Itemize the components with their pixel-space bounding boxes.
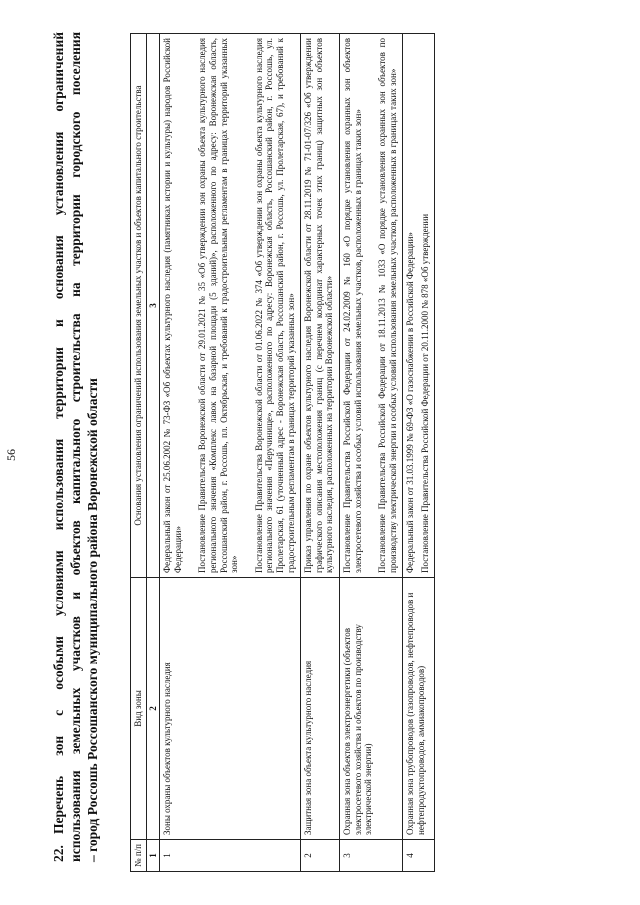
heading-line-1 <box>50 32 67 862</box>
header-zone: Вид зоны <box>131 578 147 840</box>
basis-document: Постановление Правительства Воронежской области от 29.01.2021 № 35 «Об утверждении зон охраны объекта культурного наследия регионального значения «Комплекс лавок на базарной площади (5 зданий)», расположенного по адресу: Воронежская область, Россошанский район, г. Россошь, пл. Октябрьская, и требований к градостроительным регламентам в границах территорий указанных зон» <box>197 38 240 573</box>
basis-document: Приказ управления по охране объектов культурного наследия Воронежской области от 28.11.2019 № 71-01-07/326 «Об утверждении графического описания местоположения границ (с перечнем координат характерных точек этих границ) защитных зон объектов культурного наследия, расположенных на территории Воронежской области» <box>303 38 335 573</box>
table-header-row <box>131 34 147 872</box>
basis-document: Постановление Правительства Российской Федерации от 24.02.2009 № 160 «О порядке установления охранных зон объектов электросетевого хозяйства и особых условий использования земельных участков, расположенных в границах таких зон» <box>341 38 363 573</box>
zone-type: Охранная зона трубопроводов (газопроводов, нефтепроводов и нефтепродуктопроводов, аммиакопроводов) <box>403 578 435 840</box>
basis-document: Постановление Правительства Российской Федерации от 18.11.2013 № 1033 «О порядке установления охранных зон объектов по производству электрической энергии и особых условий использования земельных участков, расположенных в границах таких зон» <box>377 38 398 573</box>
basis-document: Постановление Правительства Воронежской области от 01.06.2022 № 374 «Об утверждении зон охраны объекта культурного наследия регионального значения «Перучинище», расположенного по адресу: Воронежская область, Россошанский район, г. Россошь, ул. Пролетарская, 61 (уточненный адрес - Воронежская область, Россошанский район, г. Россошь, ул. Пролетарская, 67), и требований к градостроительным регламентам в границах территорий указанных зон» <box>253 38 296 573</box>
row-number: 2 <box>301 840 340 872</box>
basis-document: Федеральный закон от 25.06.2002 № 73-ФЗ «Об объектах культурного наследия (памятниках истории и культуры) народов Российской Федерации» <box>162 38 183 573</box>
basis-cell <box>301 34 340 578</box>
section-heading <box>50 32 101 862</box>
index-cell: 3 <box>146 34 160 578</box>
header-num: № п/п <box>131 840 147 872</box>
basis-cell <box>339 34 402 578</box>
row-number: 4 <box>403 840 435 872</box>
zone-type: Охранная зона объектов электроэнергетики (объектов электросетевого хозяйства и объектов по производству электрической энергии) <box>339 578 402 840</box>
index-cell: 2 <box>146 578 160 840</box>
zone-type: Защитная зона объекта культурного наследия <box>301 578 340 840</box>
zones-table <box>130 33 435 872</box>
row-number: 1 <box>160 840 301 872</box>
rotated-page <box>0 10 620 900</box>
index-cell: 1 <box>146 840 160 872</box>
table-row <box>301 34 340 872</box>
table-row <box>160 34 301 872</box>
heading-line-1-text: Перечень зон с особыми условиями использования территории и основания установления ограничений <box>51 32 66 834</box>
heading-number: 22. <box>51 845 66 862</box>
table-row <box>339 34 402 872</box>
table-index-row <box>146 34 160 872</box>
basis-cell <box>160 34 301 578</box>
basis-document: Федеральный закон от 31.03.1999 № 69-ФЗ «О газоснабжении в Российской Федерации» <box>405 232 416 573</box>
row-number: 3 <box>339 840 402 872</box>
page-number: 56 <box>4 449 18 461</box>
heading-line-3: – город Россошь Россошанского муниципального района Воронежской области <box>85 378 100 862</box>
heading-line-2: использования земельных участков и объектов капитального строительства на территории городского поселения <box>68 32 83 862</box>
zone-type: Зоны охраны объектов культурного наследия <box>160 578 301 840</box>
basis-cell <box>403 34 435 578</box>
basis-document: Постановление Правительства Российской Федерации от 20.11.2000 № 878 «Об утверждении <box>419 213 430 573</box>
header-basis: Основания установления ограничений использования земельных участков и объектов капитального строительства <box>131 34 147 578</box>
table-row <box>403 34 435 872</box>
